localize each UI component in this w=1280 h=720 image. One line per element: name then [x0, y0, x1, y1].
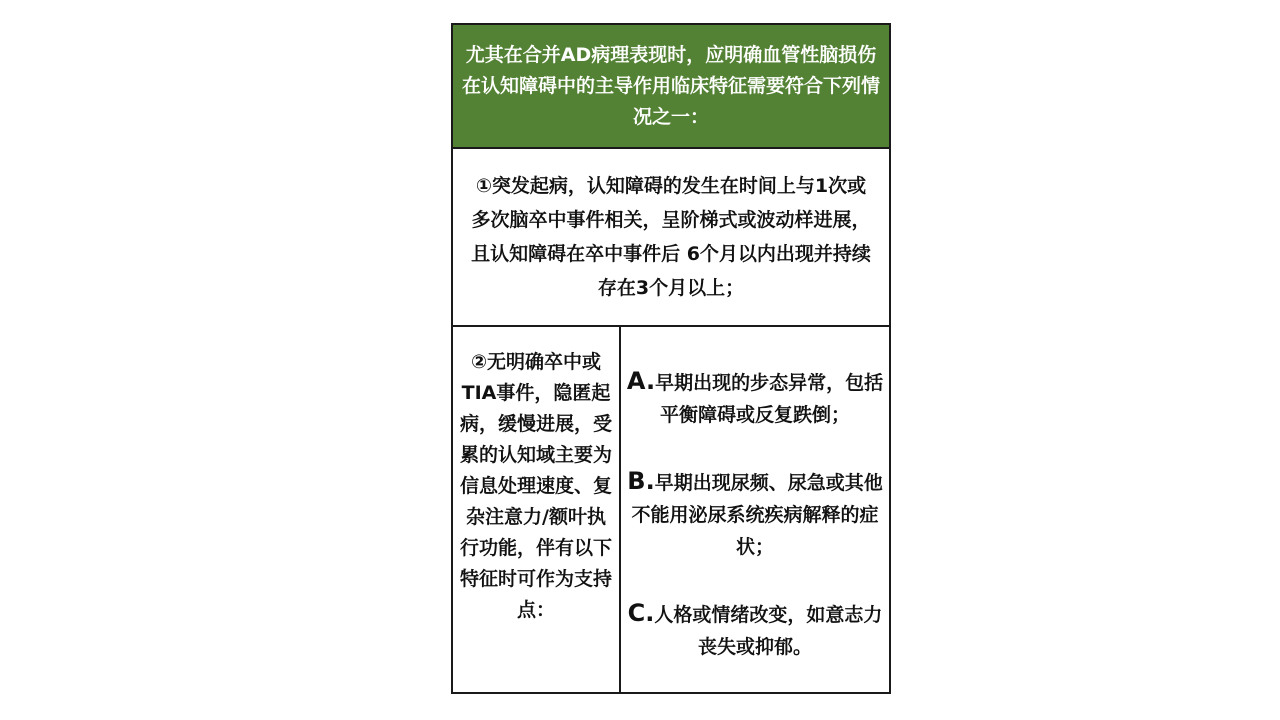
table-header [453, 25, 889, 149]
criterion-2-text: ②无明确卒中或TIA事件，隐匿起病，缓慢进展，受累的认知域主要为信息处理速度、复杂注意力/额叶执行功能，伴有以下特征时可作为支持点： [459, 351, 612, 621]
feature-c-letter: C. [627, 599, 655, 627]
feature-b-letter: B. [627, 467, 655, 495]
criterion-1-cell [453, 149, 889, 327]
feature-b-text: 早期出现尿频、尿急或其他不能用泌尿系统疾病解释的症状； [631, 472, 883, 558]
feature-b [625, 465, 885, 563]
criterion-2-cell [453, 327, 621, 692]
feature-a [625, 365, 885, 431]
criterion-1-text: ①突发起病，认知障碍的发生在时间上与1次或多次脑卒中事件相关，呈阶梯式或波动样进展，且认知障碍在卒中事件后 6个月以内出现并持续存在3个月以上； [471, 175, 871, 299]
feature-c-text: 人格或情绪改变，如意志力丧失或抑郁。 [654, 604, 883, 658]
feature-c [625, 597, 885, 663]
supporting-features-cell [621, 327, 889, 692]
criteria-table [451, 23, 891, 694]
header-text: 尤其在合并AD病理表现时，应明确血管性脑损伤在认知障碍中的主导作用临床特征需要符合下列情况之一： [461, 43, 880, 128]
feature-a-text: 早期出现的步态异常，包括平衡障碍或反复跌倒； [655, 372, 884, 426]
criterion-2-row [453, 327, 889, 692]
feature-a-letter: A. [626, 367, 656, 395]
